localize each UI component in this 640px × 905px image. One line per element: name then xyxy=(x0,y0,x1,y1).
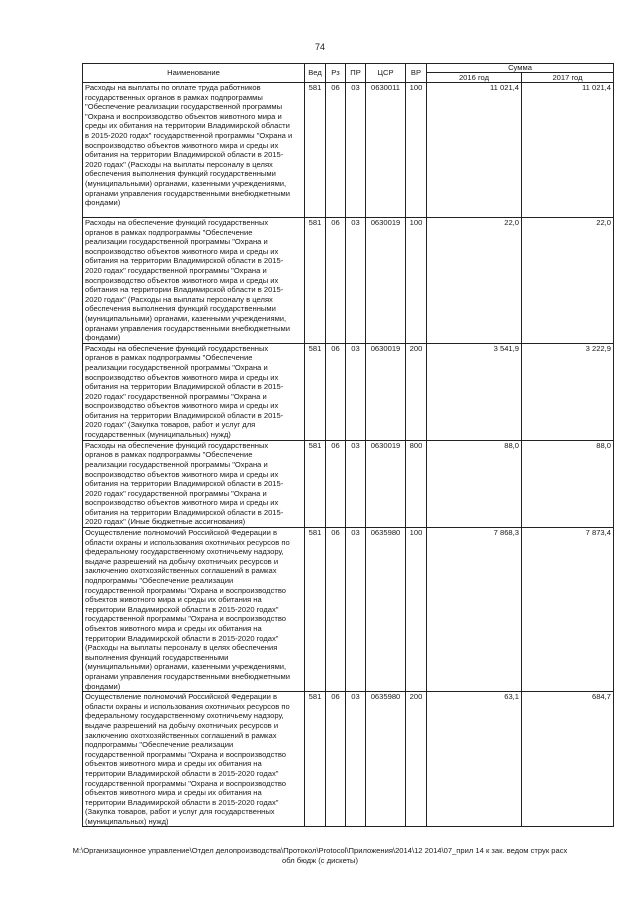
row-csr: 0630011 xyxy=(366,83,406,218)
row-sum-2017: 684,7 xyxy=(522,692,614,827)
header-sum: Сумма xyxy=(427,64,614,73)
row-ved: 581 xyxy=(305,528,326,692)
row-csr: 0635980 xyxy=(366,692,406,827)
budget-table xyxy=(82,63,614,827)
file-path-footer xyxy=(40,846,600,866)
row-rz: 06 xyxy=(326,343,346,440)
row-vr: 100 xyxy=(406,528,427,692)
row-pr: 03 xyxy=(346,692,366,827)
row-ved: 581 xyxy=(305,692,326,827)
row-sum-2017: 88,0 xyxy=(522,440,614,527)
row-sum-2016: 11 021,4 xyxy=(427,83,522,218)
row-vr: 200 xyxy=(406,692,427,827)
row-pr: 03 xyxy=(346,218,366,344)
header-name: Наименование xyxy=(83,64,305,83)
footer-line-1: M:\Организационное управление\Отдел делопроизводства\Протокол\Protocol\Приложения\2014\12 2014\07_прил 14 к зак. ведом струк расх xyxy=(72,846,568,855)
row-rz: 06 xyxy=(326,692,346,827)
row-ved: 581 xyxy=(305,83,326,218)
row-name: Расходы на обеспечение функций государственных органов в рамках подпрограммы "Обеспечение реализации государственной программы "Охрана и воспроизводство объектов животного мира и среды их обитания на территории Владимирской области в 2015- 2020 годах" государственной программы "Охрана и воспроизводство объектов животного мира и среды их обитания на территории Владимирской области в 2015- 2020 годах" (Закупка товаров, работ и услуг для государственных (муниципальных) нужд) xyxy=(83,343,305,440)
footer-line-2: обл бюдж (с дискеты) xyxy=(281,856,359,865)
row-ved: 581 xyxy=(305,343,326,440)
row-name: Расходы на обеспечение функций государственных органов в рамках подпрограммы "Обеспечение реализации государственной программы "Охрана и воспроизводство объектов животного мира и среды их обитания на территории Владимирской области в 2015- 2020 годах" государственной программы "Охрана и воспроизводство объектов животного мира и среды их обитания на территории Владимирской области в 2015- 2020 годах" (Иные бюджетные ассигнования) xyxy=(83,440,305,527)
header-pr: ПР xyxy=(346,64,366,83)
row-vr: 200 xyxy=(406,343,427,440)
row-sum-2017: 3 222,9 xyxy=(522,343,614,440)
row-ved: 581 xyxy=(305,440,326,527)
row-vr: 100 xyxy=(406,83,427,218)
row-rz: 06 xyxy=(326,528,346,692)
page-number: 74 xyxy=(314,42,325,52)
row-sum-2017: 22,0 xyxy=(522,218,614,344)
row-csr: 0630019 xyxy=(366,440,406,527)
row-sum-2016: 88,0 xyxy=(427,440,522,527)
row-pr: 03 xyxy=(346,528,366,692)
table-row xyxy=(83,692,614,827)
header-csr: ЦСР xyxy=(366,64,406,83)
row-sum-2016: 3 541,9 xyxy=(427,343,522,440)
row-sum-2016: 63,1 xyxy=(427,692,522,827)
row-sum-2017: 7 873,4 xyxy=(522,528,614,692)
row-rz: 06 xyxy=(326,218,346,344)
header-year-2016: 2016 год xyxy=(427,73,522,83)
row-ved: 581 xyxy=(305,218,326,344)
table-row xyxy=(83,83,614,218)
row-name: Расходы на выплаты по оплате труда работников государственных органов в рамках подпрограммы "Обеспечение реализации государственной программы "Охрана и воспроизводство объектов животного мира и среды их обитания на территории Владимирской области в 2015-2020 годах" государственной программы "Охрана и воспроизводство объектов животного мира и среды их обитания на территории Владимирской области в 2015- 2020 годах" (Расходы на выплаты персоналу в целях обеспечения выполнения функций государственными (муниципальными) органами, казенными учреждениями, органами управления государственными внебюджетными фондами) xyxy=(83,83,305,218)
row-csr: 0630019 xyxy=(366,343,406,440)
row-csr: 0635980 xyxy=(366,528,406,692)
row-rz: 06 xyxy=(326,83,346,218)
row-name: Расходы на обеспечение функций государственных органов в рамках подпрограммы "Обеспечение реализации государственной программы "Охрана и воспроизводство объектов животного мира и среды их обитания на территории Владимирской области в 2015- 2020 годах" государственной программы "Охрана и воспроизводство объектов животного мира и среды их обитания на территории Владимирской области в 2015- 2020 годах" (Расходы на выплаты персоналу в целях обеспечения выполнения функций государственными (муниципальными) органами, казенными учреждениями, органами управления государственными внебюджетными фондами) xyxy=(83,218,305,344)
row-csr: 0630019 xyxy=(366,218,406,344)
table-row xyxy=(83,440,614,527)
row-name: Осуществление полномочий Российской Федерации в области охраны и использования охотничьих ресурсов по федеральному государственному охотничьему надзору, выдаче разрешений на добычу охотничьих ресурсов и заключению охотхозяйственных соглашений в рамках подпрограммы "Обеспечение реализации государственной программы "Охрана и воспроизводство объектов животного мира и среды их обитания на территории Владимирской области в 2015-2020 годах" государственной программы "Охрана и воспроизводство объектов животного мира и среды их обитания на территории Владимирской области в 2015-2020 годах" (Расходы на выплаты персоналу в целях обеспечения выполнения функций государственными (муниципальными) органами, казенными учреждениями, органами управления государственными внебюджетными фондами) xyxy=(83,528,305,692)
row-vr: 800 xyxy=(406,440,427,527)
table-row xyxy=(83,528,614,692)
header-rz: Рз xyxy=(326,64,346,83)
table-row xyxy=(83,218,614,344)
header-vr: ВР xyxy=(406,64,427,83)
row-sum-2017: 11 021,4 xyxy=(522,83,614,218)
row-pr: 03 xyxy=(346,83,366,218)
row-vr: 100 xyxy=(406,218,427,344)
table-row xyxy=(83,343,614,440)
header-ved: Вед xyxy=(305,64,326,83)
row-rz: 06 xyxy=(326,440,346,527)
row-sum-2016: 7 868,3 xyxy=(427,528,522,692)
row-sum-2016: 22,0 xyxy=(427,218,522,344)
row-pr: 03 xyxy=(346,343,366,440)
header-year-2017: 2017 год xyxy=(522,73,614,83)
row-name: Осуществление полномочий Российской Федерации в области охраны и использования охотничьих ресурсов по федеральному государственному охотничьему надзору, выдаче разрешений на добычу охотничьих ресурсов и заключению охотхозяйственных соглашений в рамках подпрограммы "Обеспечение реализации государственной программы "Охрана и воспроизводство объектов животного мира и среды их обитания на территории Владимирской области в 2015-2020 годах" государственной программы "Охрана и воспроизводство объектов животного мира и среды их обитания на территории Владимирской области в 2015-2020 годах" (Закупка товаров, работ и услуг для государственных (муниципальных) нужд) xyxy=(83,692,305,827)
row-pr: 03 xyxy=(346,440,366,527)
